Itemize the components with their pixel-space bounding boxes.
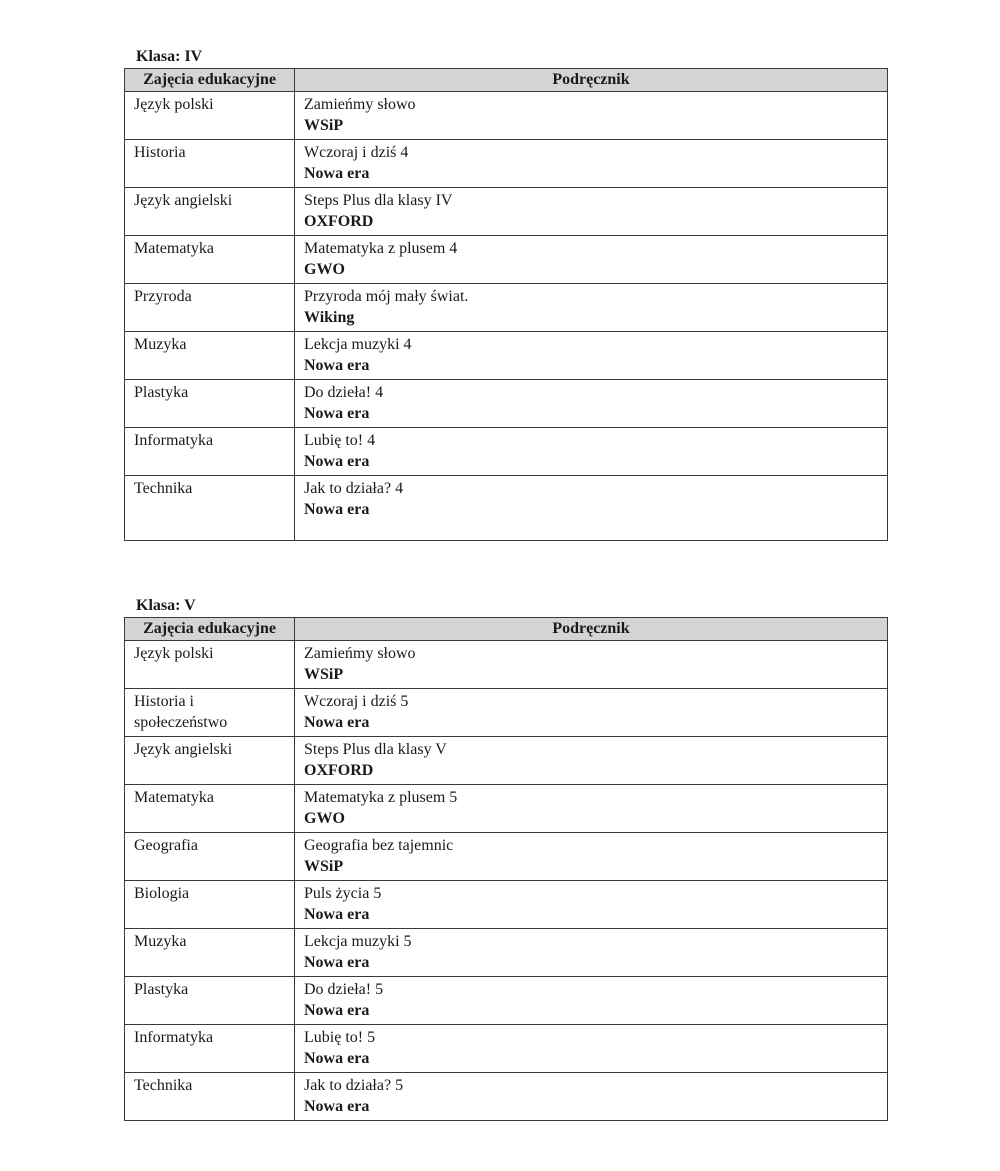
textbook-cell <box>295 977 888 1025</box>
textbook-title: Do dzieła! 4 <box>304 384 384 401</box>
textbook-title: Puls życia 5 <box>304 885 382 902</box>
publisher-name: Nowa era <box>304 954 370 971</box>
table-row <box>125 1025 888 1073</box>
class-v-section <box>124 597 887 1121</box>
table-row <box>125 929 888 977</box>
textbook-title: Jak to działa? 5 <box>304 1077 404 1094</box>
textbook-title: Wczoraj i dziś 4 <box>304 144 409 161</box>
table-row <box>125 476 888 541</box>
class-heading: Klasa: IV <box>136 48 203 65</box>
class-heading: Klasa: V <box>136 597 196 614</box>
table-body <box>125 641 888 1121</box>
publisher-name: Nowa era <box>304 501 370 518</box>
publisher-name: Wiking <box>304 309 355 326</box>
textbook-cell <box>295 1073 888 1121</box>
publisher-name: Nowa era <box>304 906 370 923</box>
textbook-cell <box>295 476 888 541</box>
subject-cell: Język polski <box>125 641 295 689</box>
textbook-cell <box>295 428 888 476</box>
textbook-cell <box>295 140 888 188</box>
textbook-cell <box>295 188 888 236</box>
publisher-name: Nowa era <box>304 1002 370 1019</box>
publisher-name: OXFORD <box>304 762 374 779</box>
publisher-name: WSiP <box>304 117 344 134</box>
subject-cell: Przyroda <box>125 284 295 332</box>
subject-cell: Muzyka <box>125 929 295 977</box>
subject-cell: Historia <box>125 140 295 188</box>
subject-cell: Język angielski <box>125 737 295 785</box>
textbook-cell <box>295 929 888 977</box>
publisher-name: WSiP <box>304 666 344 683</box>
textbook-title: Do dzieła! 5 <box>304 981 384 998</box>
table-row <box>125 428 888 476</box>
textbook-table <box>124 617 888 1121</box>
textbook-title: Steps Plus dla klasy V <box>304 741 447 758</box>
textbook-title: Matematyka z plusem 4 <box>304 240 458 257</box>
table-row <box>125 380 888 428</box>
table-row <box>125 1073 888 1121</box>
table-row <box>125 92 888 140</box>
textbook-cell <box>295 785 888 833</box>
publisher-name: GWO <box>304 810 345 827</box>
textbook-title: Lubię to! 4 <box>304 432 376 449</box>
publisher-name: Nowa era <box>304 453 370 470</box>
publisher-name: Nowa era <box>304 714 370 731</box>
textbook-cell <box>295 641 888 689</box>
textbook-cell <box>295 380 888 428</box>
textbook-title: Steps Plus dla klasy IV <box>304 192 453 209</box>
textbook-title: Zamieńmy słowo <box>304 96 416 113</box>
subject-cell: Technika <box>125 1073 295 1121</box>
textbook-title: Jak to działa? 4 <box>304 480 404 497</box>
publisher-name: Nowa era <box>304 1098 370 1115</box>
textbook-cell <box>295 833 888 881</box>
textbook-title: Zamieńmy słowo <box>304 645 416 662</box>
textbook-title: Geografia bez tajemnic <box>304 837 454 854</box>
table-row <box>125 833 888 881</box>
subject-cell: Geografia <box>125 833 295 881</box>
textbook-cell <box>295 332 888 380</box>
textbook-table <box>124 68 888 541</box>
subject-cell: Historia i społeczeństwo <box>125 689 295 737</box>
textbook-cell <box>295 284 888 332</box>
subject-cell: Język polski <box>125 92 295 140</box>
column-header-subject: Zajęcia edukacyjne <box>125 69 295 92</box>
column-header-subject: Zajęcia edukacyjne <box>125 618 295 641</box>
table-row <box>125 737 888 785</box>
table-row <box>125 641 888 689</box>
table-row <box>125 284 888 332</box>
column-header-textbook: Podręcznik <box>295 618 888 641</box>
subject-cell: Matematyka <box>125 236 295 284</box>
textbook-title: Wczoraj i dziś 5 <box>304 693 409 710</box>
table-body <box>125 92 888 541</box>
textbook-title: Lubię to! 5 <box>304 1029 376 1046</box>
table-row <box>125 689 888 737</box>
subject-cell: Język angielski <box>125 188 295 236</box>
subject-cell: Biologia <box>125 881 295 929</box>
publisher-name: Nowa era <box>304 405 370 422</box>
table-row <box>125 881 888 929</box>
subject-cell: Informatyka <box>125 428 295 476</box>
publisher-name: OXFORD <box>304 213 374 230</box>
textbook-title: Lekcja muzyki 5 <box>304 933 412 950</box>
subject-cell: Matematyka <box>125 785 295 833</box>
publisher-name: Nowa era <box>304 165 370 182</box>
table-row <box>125 785 888 833</box>
column-header-textbook: Podręcznik <box>295 69 888 92</box>
table-row <box>125 140 888 188</box>
table-header-row <box>125 69 888 92</box>
publisher-name: WSiP <box>304 858 344 875</box>
subject-cell: Informatyka <box>125 1025 295 1073</box>
textbook-title: Matematyka z plusem 5 <box>304 789 458 806</box>
textbook-title: Lekcja muzyki 4 <box>304 336 412 353</box>
subject-cell: Technika <box>125 476 295 541</box>
table-row <box>125 332 888 380</box>
class-iv-section <box>124 48 887 541</box>
table-row <box>125 977 888 1025</box>
textbook-cell <box>295 92 888 140</box>
table-header-row <box>125 618 888 641</box>
textbook-cell <box>295 737 888 785</box>
table-row <box>125 236 888 284</box>
subject-cell: Plastyka <box>125 380 295 428</box>
textbook-cell <box>295 236 888 284</box>
subject-cell: Muzyka <box>125 332 295 380</box>
textbook-title: Przyroda mój mały świat. <box>304 288 469 305</box>
table-row <box>125 188 888 236</box>
textbook-cell <box>295 689 888 737</box>
publisher-name: GWO <box>304 261 345 278</box>
subject-cell: Plastyka <box>125 977 295 1025</box>
textbook-cell <box>295 1025 888 1073</box>
textbook-cell <box>295 881 888 929</box>
publisher-name: Nowa era <box>304 1050 370 1067</box>
publisher-name: Nowa era <box>304 357 370 374</box>
